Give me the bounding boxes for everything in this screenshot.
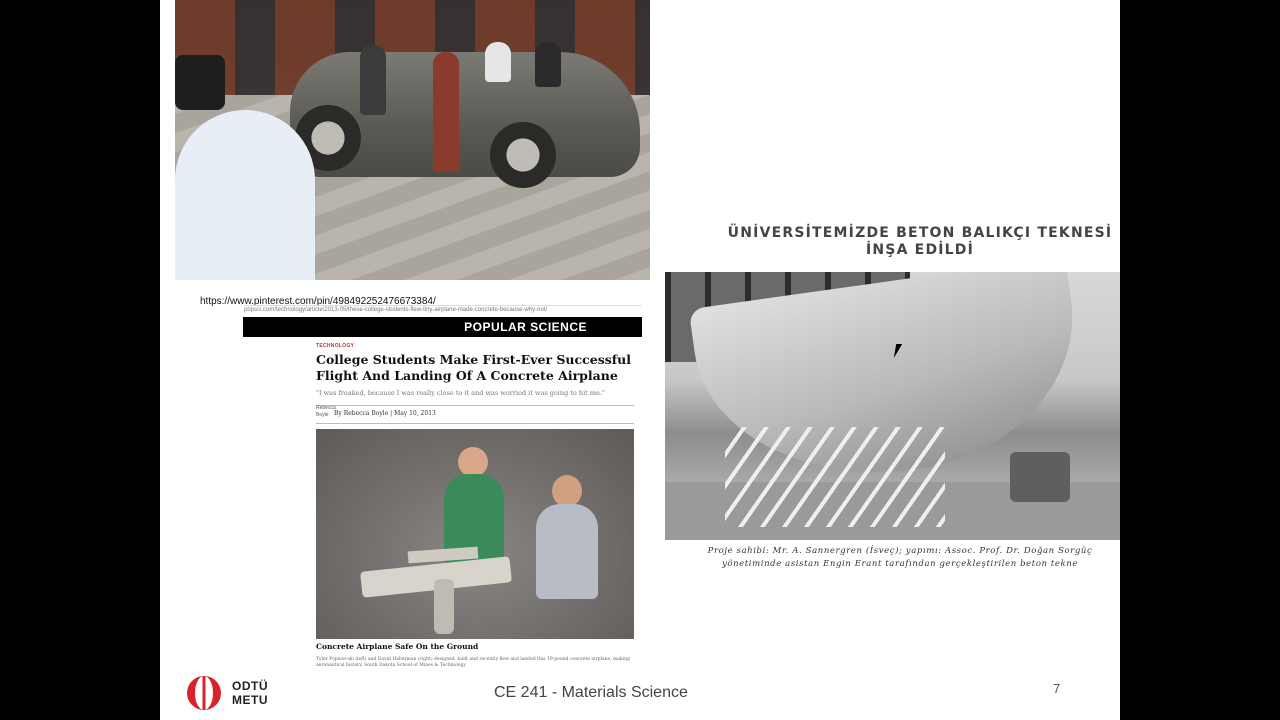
turkish-headline [680, 225, 1120, 259]
divider [316, 423, 634, 424]
camera [175, 55, 225, 110]
turkish-headline-line2: İNŞA EDİLDİ [865, 242, 975, 258]
logo-line-odtu: ODTÜ [232, 679, 268, 693]
person [433, 52, 459, 172]
metu-logo-icon [183, 675, 225, 711]
scaffolding [725, 427, 945, 527]
divider [316, 405, 634, 406]
photographer [175, 110, 315, 280]
photo-caption: Concrete Airplane Safe On the Ground [316, 642, 479, 651]
person [485, 42, 511, 82]
logo-line-metu: METU [232, 693, 268, 707]
page-number: 7 [1053, 681, 1061, 696]
concrete-car-photo [175, 0, 650, 280]
drum [1010, 452, 1070, 502]
plane-fuselage [434, 579, 454, 634]
article-headline: College Students Make First-Ever Successful Flight And Landing Of A Concrete Airplane [316, 352, 631, 383]
article-byline: By Rebecca Boyle | May 10, 2013 [334, 410, 436, 417]
turkish-caption-line2: yönetiminde asistan Engin Erant tarafından gerçekleştirilen beton tekne [721, 559, 1079, 569]
turkish-caption-line1: Proje sahibi: Mr. A. Sannergren (İsveç); yapımı: Assoc. Prof. Dr. Doğan Sorgüç [707, 546, 1093, 556]
clipping-url: popsci.com/technology/article/2013-05/these-college-students-flew-tiny-airplane-made-concrete-because-why-not/ [244, 305, 642, 313]
car-wheel [490, 122, 556, 188]
popsci-header-bar [243, 317, 642, 337]
person [535, 42, 561, 87]
person-head [552, 475, 582, 507]
article-section: TECHNOLOGY [316, 343, 355, 349]
turkish-caption [680, 545, 1120, 571]
slide [160, 0, 1120, 720]
photo-credit: Tyler Popnoe-ski (left) and David Haberman (right) designed, built and recently flew and landed this 19-pound concrete airplane, making aeronautical history. South Dakota School of Mines & Technology [316, 657, 630, 668]
article-quote: "I was freaked, because I was really close to it and was worried it was going to hit me." [316, 389, 605, 397]
concrete-boat-photo [665, 272, 1120, 540]
student-right [536, 504, 598, 599]
author-image-alt: Rebecca Boyle [316, 405, 336, 418]
person [360, 45, 386, 115]
turkish-headline-line1: ÜNİVERSİTEMİZDE BETON BALIKÇI TEKNESİ [727, 225, 1113, 241]
metu-logo-text [232, 679, 268, 707]
course-title: CE 241 - Materials Science [494, 684, 688, 701]
pinterest-link[interactable]: https://www.pinterest.com/pin/498492252476673384/ [200, 296, 436, 307]
concrete-airplane-photo [316, 429, 634, 639]
person-head [458, 447, 488, 477]
popsci-brand: POPULAR SCIENCE [464, 320, 587, 334]
